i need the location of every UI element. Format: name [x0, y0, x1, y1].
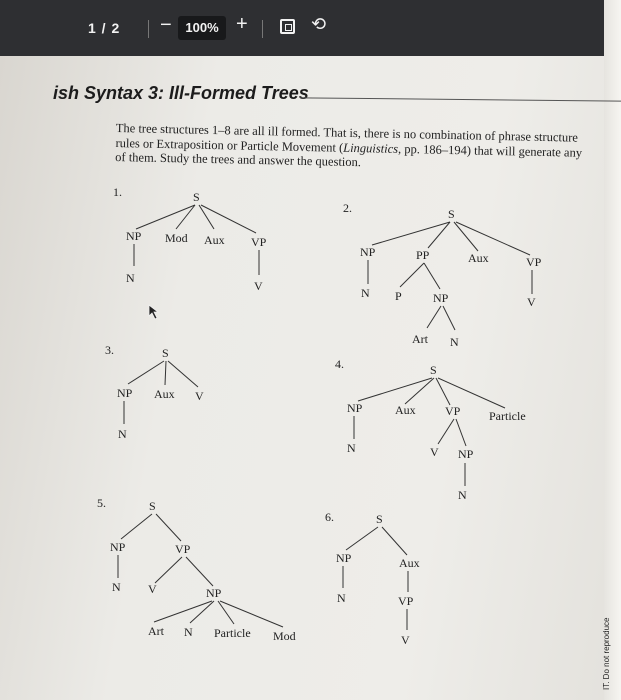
tree-node: Particle [489, 409, 526, 423]
intro-text: , pp. 186–194) that will generate any of them. Study the trees and answer the question. [115, 141, 583, 170]
tree-node: VP [445, 404, 461, 418]
tree-node: NP [347, 401, 363, 415]
tree-node: V [254, 279, 263, 293]
tree-node: N [118, 427, 127, 441]
tree-node: V [148, 582, 157, 596]
tree-1 [113, 185, 267, 293]
tree-edge [186, 557, 213, 586]
page-indicator[interactable]: 1 / 2 [88, 20, 121, 36]
tree-node: N [337, 591, 346, 605]
tree-number: 3. [105, 343, 114, 357]
tree-node: S [376, 512, 383, 526]
tree-4 [335, 357, 526, 502]
tree-node: Mod [165, 231, 188, 245]
tree-node: Art [412, 332, 428, 346]
page-title: ish Syntax 3: Ill-Formed Trees [53, 83, 309, 103]
tree-edge [424, 263, 440, 289]
tree-number: 4. [335, 357, 344, 371]
tree-node: S [193, 190, 200, 204]
tree-node: Art [148, 624, 164, 638]
tree-node: PP [416, 248, 430, 262]
tree-edge [155, 557, 182, 583]
tree-edge [443, 306, 455, 330]
tree-edge [121, 514, 152, 539]
tree-node: VP [526, 255, 542, 269]
tree-edge [428, 222, 450, 248]
tree-node: VP [175, 542, 191, 556]
tree-edge [438, 419, 454, 444]
tree-node: Aux [154, 387, 175, 401]
tree-node: Aux [204, 233, 225, 247]
tree-edge [136, 205, 195, 229]
tree-node: NP [206, 586, 222, 600]
mouse-cursor-icon [148, 304, 160, 320]
tree-node: N [458, 488, 467, 502]
tree-node: V [401, 633, 410, 647]
tree-edge [427, 306, 441, 328]
rotate-icon[interactable]: ⟲ [311, 14, 327, 34]
tree-node: S [448, 207, 455, 221]
tree-node: Mod [273, 629, 296, 643]
tree-node: NP [117, 386, 133, 400]
tree-node: N [361, 286, 370, 300]
tree-node: Particle [214, 626, 251, 640]
tree-edge [372, 222, 450, 245]
tree-node: Aux [468, 251, 489, 265]
tree-node: N [347, 441, 356, 455]
tree-edge [346, 527, 378, 550]
tree-edge [218, 601, 234, 624]
tree-node: NP [126, 229, 142, 243]
tree-node: Aux [399, 556, 420, 570]
tree-node: V [527, 295, 536, 309]
tree-node: N [184, 625, 193, 639]
tree-node: NP [360, 245, 376, 259]
tree-edge [199, 205, 214, 229]
tree-edge [165, 361, 166, 385]
tree-edge [168, 361, 198, 387]
tree-edge [156, 514, 181, 541]
tree-number: 5. [97, 496, 106, 510]
tree-edge [220, 601, 283, 627]
tree-node: N [450, 335, 459, 349]
tree-node: NP [433, 291, 449, 305]
tree-node: VP [398, 594, 414, 608]
tree-node: V [430, 445, 439, 459]
tree-edge [456, 419, 466, 446]
tree-2 [343, 201, 542, 349]
tree-6 [325, 510, 420, 647]
tree-edge [400, 263, 424, 287]
tree-edge [201, 205, 256, 233]
tree-number: 6. [325, 510, 334, 524]
tree-edge [128, 361, 164, 384]
tree-node: NP [336, 551, 352, 565]
intro-book-title: Linguistics [343, 140, 399, 156]
tree-node: S [430, 363, 437, 377]
tree-edge [154, 601, 212, 622]
tree-node: P [395, 289, 402, 303]
tree-5 [97, 496, 296, 643]
tree-number: 1. [113, 185, 122, 199]
tree-node: N [126, 271, 135, 285]
zoom-level[interactable]: 100% [178, 16, 226, 40]
tree-node: V [195, 389, 204, 403]
tree-node: Aux [395, 403, 416, 417]
tree-node: NP [458, 447, 474, 461]
tree-number: 2. [343, 201, 352, 215]
tree-node: VP [251, 235, 267, 249]
tree-node: N [112, 580, 121, 594]
tree-node: NP [110, 540, 126, 554]
zoom-in-button[interactable]: + [236, 13, 248, 35]
intro-text: The tree structures 1–8 are all ill formed. That is, there is no combination of phrase structure rules or Extraposition or Particle Movement ( [115, 121, 579, 155]
copyright-note: IT. Do not reproduce [602, 617, 611, 690]
tree-edge [382, 527, 407, 555]
tree-node: S [149, 499, 156, 513]
tree-3 [105, 343, 204, 441]
tree-node: S [162, 346, 169, 360]
zoom-out-button[interactable]: − [160, 14, 172, 36]
